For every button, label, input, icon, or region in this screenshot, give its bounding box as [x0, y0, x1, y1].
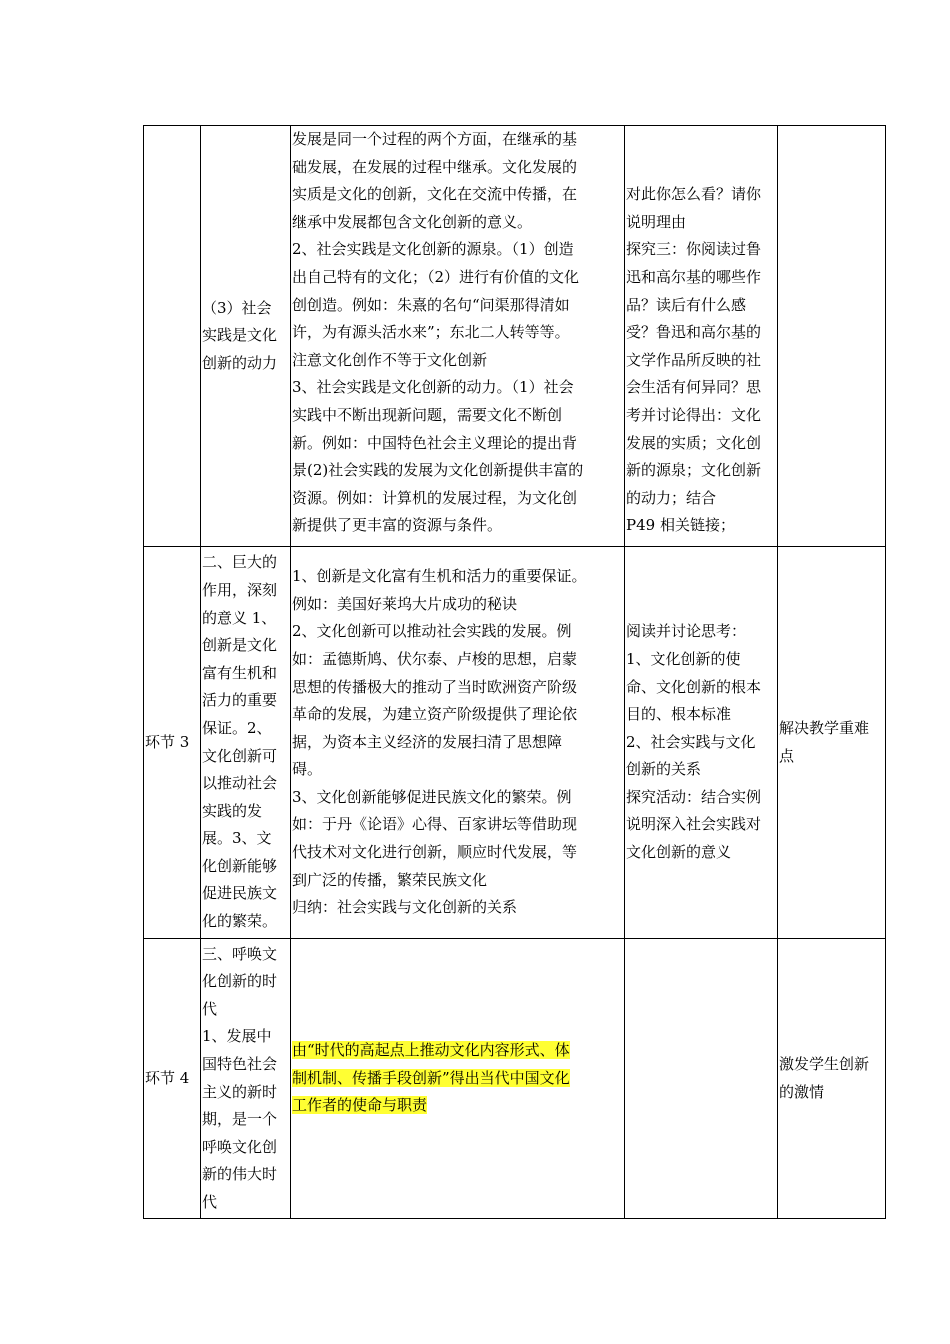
table-row — [144, 939, 886, 1219]
text-line: 以推动社会 — [202, 774, 278, 793]
text-line: 阅读并讨论思考： — [626, 622, 747, 641]
text-line: 到广泛的传播，繁荣民族文化 — [292, 870, 488, 889]
content-cell — [291, 547, 625, 939]
text-line: 资源。例如：计算机的发展过程，为文化创 — [292, 488, 578, 507]
activity-cell — [625, 126, 778, 547]
text-line: 国特色社会 — [202, 1054, 278, 1073]
text-line: 思想的传播极大的推动了当时欧洲资产阶级 — [292, 677, 578, 696]
text-line: （3）社会 — [202, 298, 272, 317]
text-line: 会生活有何异同？思 — [626, 378, 762, 397]
text-line: 点 — [779, 746, 795, 765]
text-line: 1、发展中 — [202, 1027, 272, 1046]
text-line: 1、文化创新的使 — [626, 649, 741, 668]
text-line: 文化创新可 — [202, 746, 278, 765]
stage-label: 环节 3 — [145, 732, 190, 751]
text-line: 富有生机和 — [202, 663, 278, 682]
topic-cell — [201, 939, 291, 1219]
text-line: 解决教学重难 — [779, 718, 870, 737]
text-line: 二、巨大的 — [202, 553, 278, 572]
text-line: 作用，深刻 — [202, 580, 278, 599]
text-line: 实践的发 — [202, 801, 263, 820]
text-line: 主义的新时 — [202, 1082, 278, 1101]
text-line: 迅和高尔基的哪些作 — [626, 268, 762, 287]
text-line: 新提供了更丰富的资源与条件。 — [292, 516, 503, 535]
text-line: 1、创新是文化富有生机和活力的重要保证。 — [292, 567, 587, 586]
text-line: 期，是一个 — [202, 1110, 278, 1129]
text-line: 探究三：你阅读过鲁 — [626, 240, 762, 259]
text-line: 文学作品所反映的社 — [626, 350, 762, 369]
text-line: 的激情 — [779, 1082, 825, 1101]
text-line: 促进民族文 — [202, 884, 278, 903]
text-line: 呼唤文化创 — [202, 1137, 278, 1156]
text-line: 如：孟德斯鸠、伏尔泰、卢梭的思想，启蒙 — [292, 649, 578, 668]
stage-label: 环节 4 — [145, 1068, 190, 1087]
text-line: 说明理由 — [626, 212, 687, 231]
text-line: 工作者的使命与职责 — [292, 1096, 428, 1115]
text-line: 景(2)社会实践的发展为文化创新提供丰富的 — [292, 461, 584, 480]
text-line: 代技术对文化进行创新，顺应时代发展，等 — [292, 843, 578, 862]
text-line: 化的繁荣。 — [202, 912, 278, 931]
stage-cell — [144, 126, 201, 547]
text-line: 据，为资本主义经济的发展扫清了思想障 — [292, 732, 563, 751]
text-line: 革命的发展，为建立资产阶级提供了理论依 — [292, 705, 578, 724]
text-line: 化创新能够 — [202, 856, 278, 875]
text-line: 新的源泉；文化创新 — [626, 461, 762, 480]
text-line: 3、社会实践是文化创新的动力。（1）社会 — [292, 378, 574, 397]
text-line: 发展是同一个过程的两个方面，在继承的基 — [292, 130, 578, 148]
text-line: 出自己特有的文化；（2）进行有价值的文化 — [292, 267, 580, 286]
text-line: 激发学生创新 — [779, 1054, 870, 1073]
stage-cell — [144, 939, 201, 1219]
activity-cell — [625, 547, 778, 939]
text-line: 探究活动：结合实例 — [626, 787, 762, 806]
text-line: 化创新的时 — [202, 972, 278, 991]
text-line: 如：于丹《论语》心得、百家讲坛等借助现 — [292, 815, 578, 834]
topic-cell — [201, 547, 291, 939]
text-line: 实践中不断出现新问题，需要文化不断创 — [292, 405, 563, 424]
content-cell — [291, 939, 625, 1219]
text-line: 础发展，在发展的过程中继承。文化发展的 — [292, 157, 578, 176]
table-row — [144, 126, 886, 547]
text-line: 2、社会实践是文化创新的源泉。（1）创造 — [292, 240, 574, 259]
text-line: 创新是文化 — [202, 636, 278, 655]
text-line: 发展的实质；文化创 — [626, 433, 762, 452]
text-line: 的动力；结合 — [626, 488, 717, 507]
text-line: 创新的关系 — [626, 760, 702, 779]
table-row — [144, 547, 886, 939]
text-line: 2、社会实践与文化 — [626, 732, 756, 751]
text-line: 说明深入社会实践对 — [626, 815, 762, 834]
text-line: 目的、根本标准 — [626, 705, 732, 724]
content-cell — [291, 126, 625, 547]
text-line: 受？鲁迅和高尔基的 — [626, 323, 762, 342]
text-line: P49 相关链接； — [626, 516, 735, 535]
text-line: 创创造。例如：朱熹的名句“问渠那得清如 — [292, 295, 570, 314]
text-line: 代 — [202, 999, 218, 1018]
text-line: 许，为有源头活水来”；东北二人转等等。 — [292, 323, 570, 342]
text-line: 代 — [202, 1192, 218, 1211]
text-line: 注意文化创作不等于文化创新 — [292, 350, 488, 369]
text-line: 归纳：社会实践与文化创新的关系 — [292, 898, 518, 917]
text-line: 保证。2、 — [202, 718, 272, 737]
activity-cell — [625, 939, 778, 1219]
text-line: 考并讨论得出：文化 — [626, 406, 762, 425]
text-line: 对此你怎么看？请你 — [626, 185, 762, 204]
text-line: 品？读后有什么感 — [626, 295, 747, 314]
text-line: 展。3、文 — [202, 829, 272, 848]
text-line: 实践是文化 — [202, 326, 278, 345]
text-line: 活力的重要 — [202, 691, 278, 710]
text-line: 制机制、传播手段创新”得出当代中国文化 — [292, 1068, 570, 1087]
text-line: 新。例如：中国特色社会主义理论的提出背 — [292, 433, 578, 452]
purpose-cell — [778, 939, 886, 1219]
text-line: 3、文化创新能够促进民族文化的繁荣。例 — [292, 787, 572, 806]
purpose-cell — [778, 547, 886, 939]
text-line: 三、呼唤文 — [202, 944, 278, 963]
text-line: 的意义 1、 — [202, 608, 277, 627]
lesson-plan-table — [143, 125, 886, 1219]
topic-cell — [201, 126, 291, 547]
text-line: 新的伟大时 — [202, 1165, 278, 1184]
text-line: 碍。 — [292, 760, 323, 779]
text-line: 由“时代的高起点上推动文化内容形式、体 — [292, 1041, 570, 1060]
text-line: 例如：美国好莱坞大片成功的秘诀 — [292, 594, 518, 613]
text-line: 继承中发展都包含文化创新的意义。 — [292, 212, 533, 231]
text-line: 文化创新的意义 — [626, 843, 732, 862]
text-line: 创新的动力 — [202, 353, 278, 372]
text-line: 命、文化创新的根本 — [626, 677, 762, 696]
text-line: 实质是文化的创新，文化在交流中传播，在 — [292, 185, 578, 204]
purpose-cell — [778, 126, 886, 547]
stage-cell — [144, 547, 201, 939]
text-line: 2、文化创新可以推动社会实践的发展。例 — [292, 622, 572, 641]
